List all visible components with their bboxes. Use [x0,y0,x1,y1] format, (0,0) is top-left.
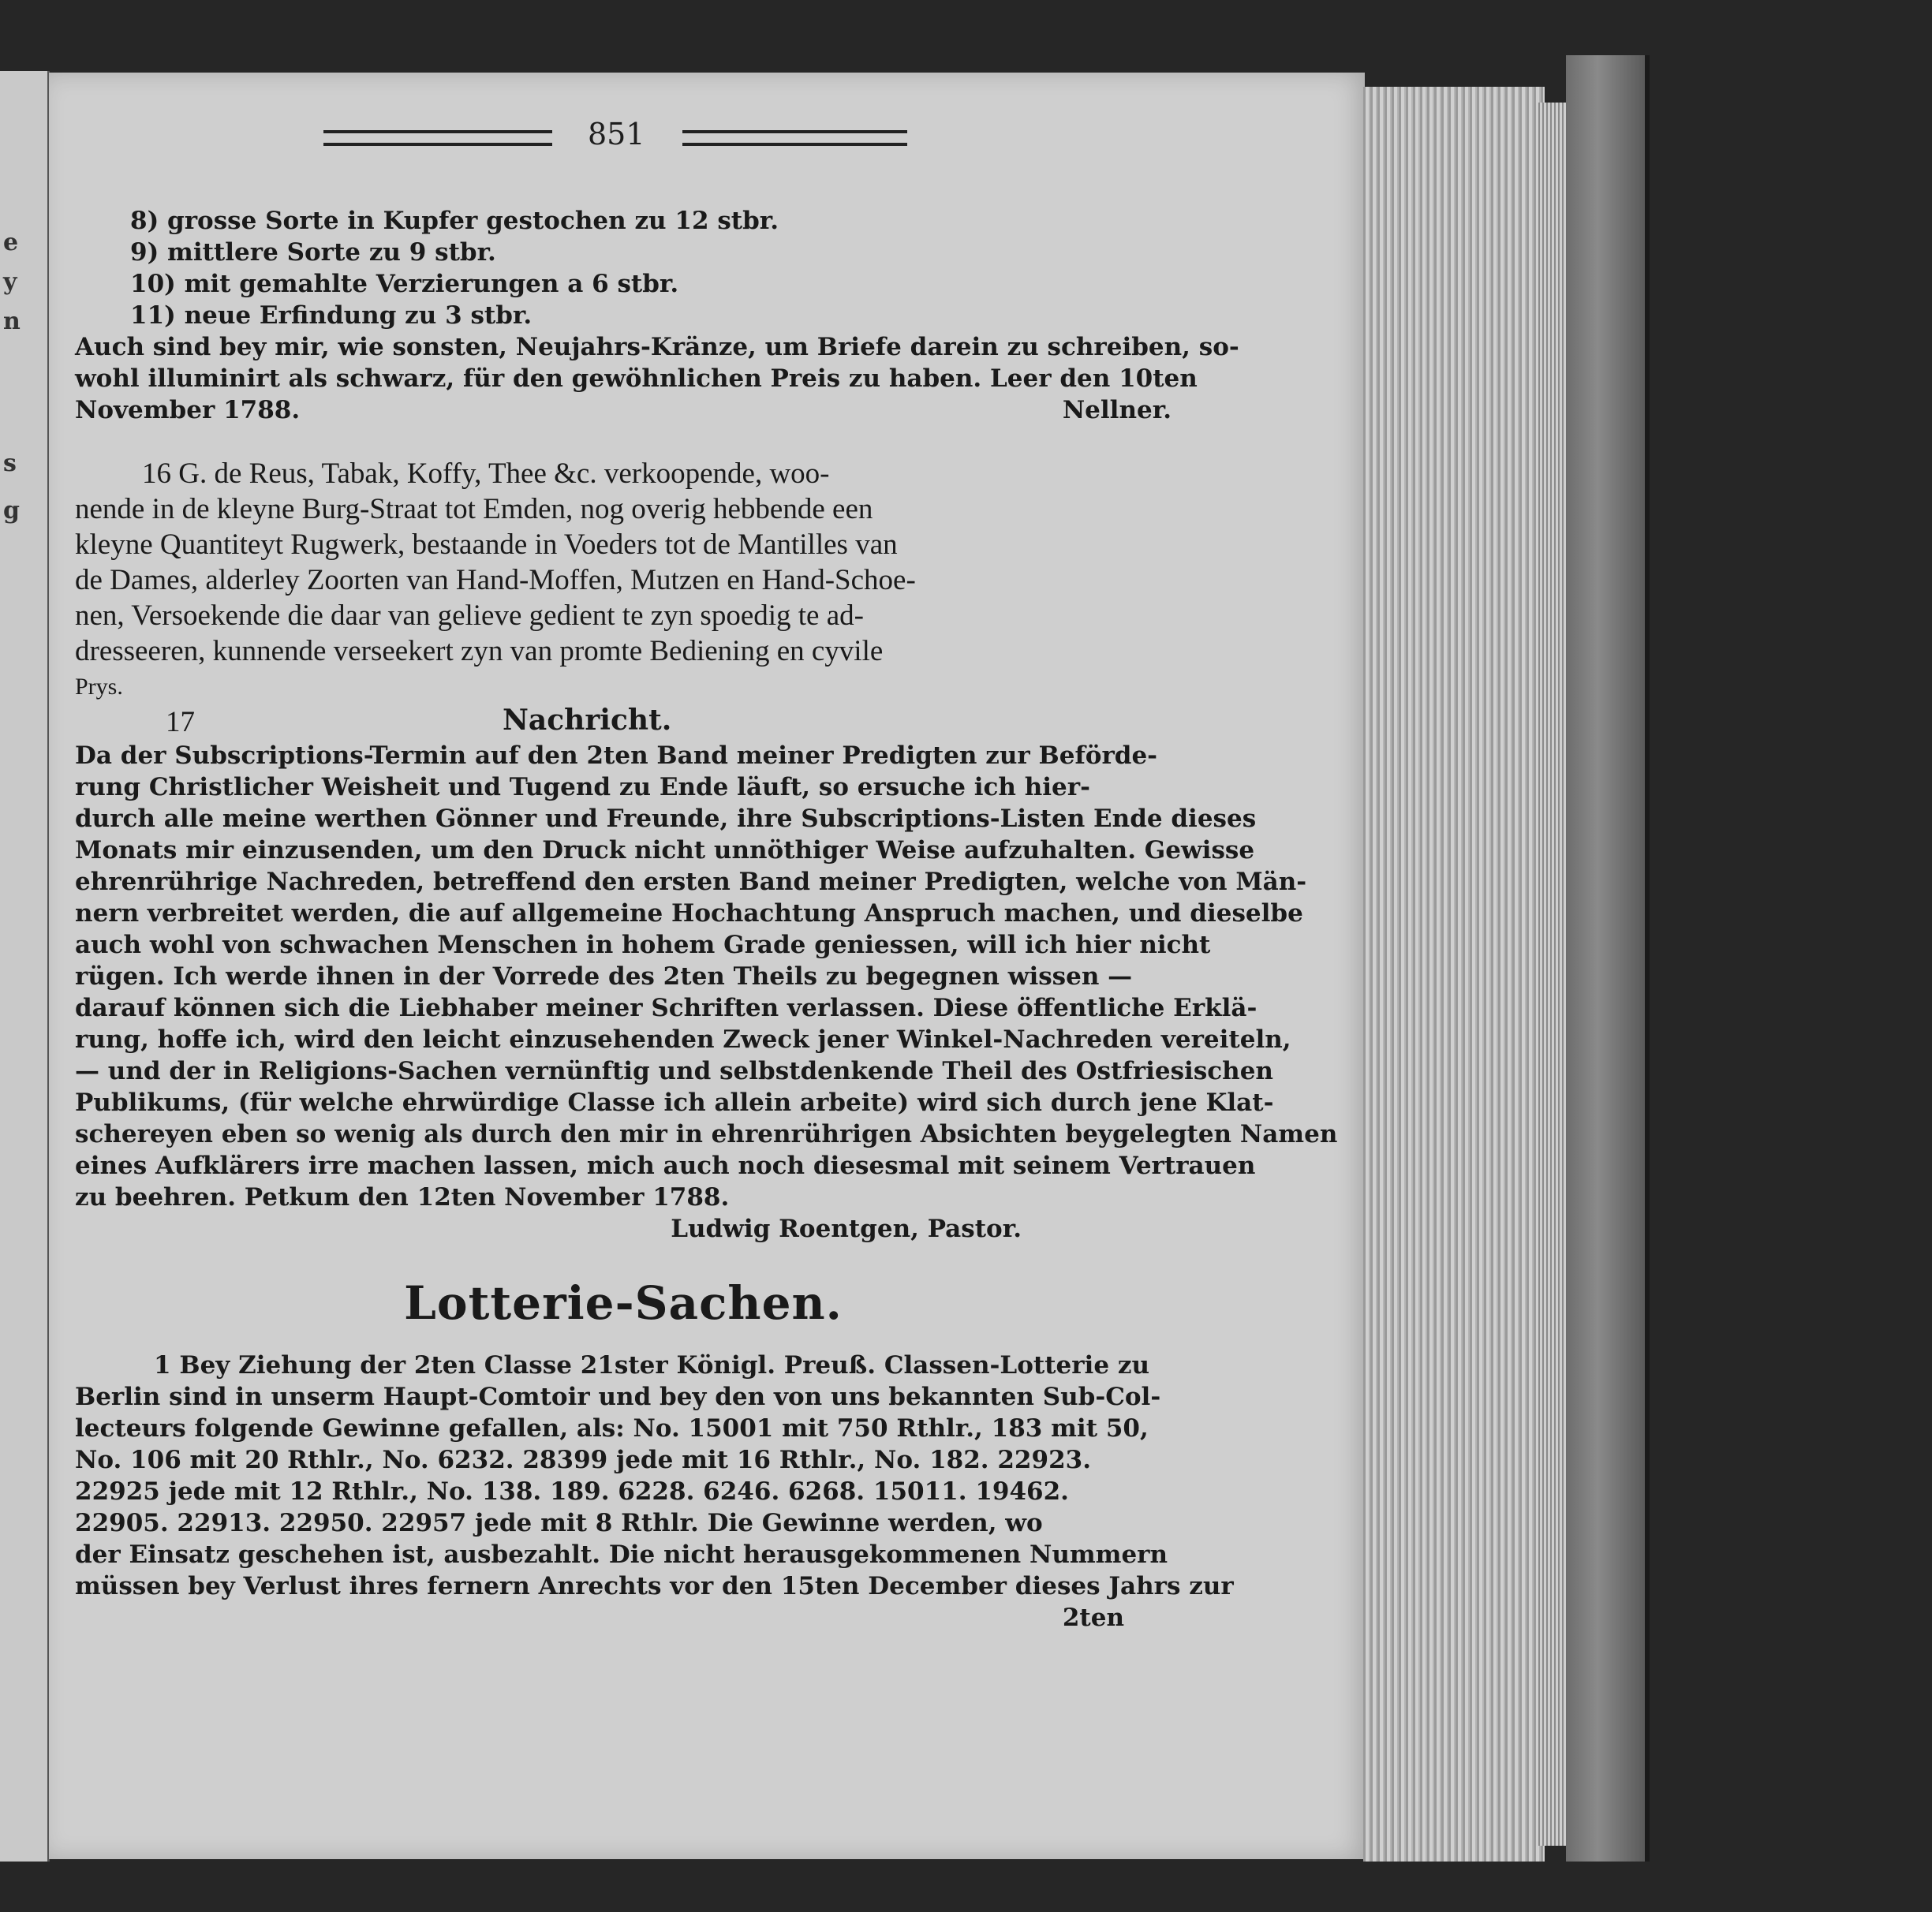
notice-line: darauf können sich die Liebhaber meiner Schriften verlassen. Diese öffentliche Erklä- [75,994,1257,1022]
notice-line: müssen bey Verlust ihres fernern Anrechts vor den 15ten December dieses Jahrs zur [75,1572,1234,1600]
book-cover-edge [1566,55,1650,1862]
page-number: 851 [588,117,645,151]
prev-page-fragment: s [3,450,17,477]
notice-line: rung, hoffe ich, wird den leicht einzusehenden Zweck jener Winkel-Nachreden vereiteln, [75,1025,1291,1054]
notice-line: schereyen eben so wenig als durch den mir in ehrenrührigen Absichten beygelegten Namen [75,1120,1338,1148]
previous-page-edge [0,71,50,1862]
notice-signature: Nellner. [1062,396,1172,424]
page-body [75,205,1338,1634]
notice-line: ehrenrührige Nachreden, betreffend den ersten Band meiner Predigten, welche von Män- [75,868,1307,896]
catchword: 2ten [1062,1604,1124,1632]
notice-line: 22925 jede mit 12 Rthlr., No. 138. 189. 6228. 6246. 6268. 15011. 19462. [75,1477,1069,1506]
notice-date: November 1788. [75,396,301,424]
notice-line: auch wohl von schwachen Menschen in hohem Grade geniessen, will ich hier nicht [75,931,1211,959]
notice-line: 1 Bey Ziehung der 2ten Classe 21ster Königl. Preuß. Classen-Lotterie zu [154,1351,1149,1380]
notice-line: — und der in Religions-Sachen vernünftig und selbstdenkende Theil des Ostfriesischen [75,1057,1273,1085]
price-list-item: 10) mit gemahlte Verzierungen a 6 stbr. [130,270,679,298]
header-rule-left [323,130,552,146]
notice-line: nen, Versoekende die daar van gelieve gedient te zyn spoedig te ad- [75,599,864,632]
price-list-item: 8) grosse Sorte in Kupfer gestochen zu 12 stbr. [130,207,779,235]
notice-line: zu beehren. Petkum den 12ten November 1788. [75,1183,730,1212]
notice-line: Publikums, (für welche ehrwürdige Classe ich allein arbeite) wird sich durch jene Klat- [75,1089,1274,1117]
page-block-edges-inner [1538,103,1566,1846]
notice-line: der Einsatz geschehen ist, ausbezahlt. Die nicht herausgekommenen Nummern [75,1540,1168,1569]
notice-line: kleyne Quantiteyt Rugwerk, bestaande in Voeders tot de Mantilles van [75,528,898,561]
nachricht-heading [75,704,1172,740]
notice-line: wohl illuminirt als schwarz, für den gewöhnlichen Preis zu haben. Leer den 10ten [75,364,1198,393]
price-list-item: 11) neue Erfindung zu 3 stbr. [130,301,533,330]
notice-line: 22905. 22913. 22950. 22957 jede mit 8 Rthlr. Die Gewinne werden, wo [75,1509,1043,1537]
notice-line: Berlin sind in unserm Haupt-Comtoir und bey den von uns bekannten Sub-Col- [75,1383,1161,1411]
notice-line: rung Christlicher Weisheit und Tugend zu Ende läuft, so ersuche ich hier- [75,773,1090,801]
notice-line: 16 G. de Reus, Tabak, Koffy, Thee &c. verkoopende, woo- [142,457,830,490]
notice-line: eines Aufklärers irre machen lassen, mich auch noch diesesmal mit seinem Vertrauen [75,1152,1256,1180]
nachricht-number: 17 [166,706,195,738]
notice-line: Auch sind bey mir, wie sonsten, Neujahrs-Kränze, um Briefe darein zu schreiben, so- [75,333,1239,361]
notice-line: nende in de kleyne Burg-Straat tot Emden, nog overig hebbende een [75,493,873,525]
notice-line: rügen. Ich werde ihnen in der Vorrede des 2ten Theils zu begegnen wissen — [75,962,1133,991]
section-heading-lotterie: Lotterie-Sachen. [404,1276,843,1330]
notice-line: Monats mir einzusenden, um den Druck nicht unnöthiger Weise aufzuhalten. Gewisse [75,836,1255,865]
price-list [75,205,1172,331]
notice-line: lecteurs folgende Gewinne gefallen, als: No. 15001 mit 750 Rthlr., 183 mit 50, [75,1414,1149,1443]
lotterie-notice [75,1350,1234,1634]
page-block-edges [1363,87,1545,1862]
prev-page-fragment: e [3,229,19,256]
notice-line: nern verbreitet werden, die auf allgemeine Hochachtung Anspruch machen, und dieselbe [75,899,1303,928]
notice-line: dresseeren, kunnende verseekert zyn van promte Bediening en cyvile [75,635,884,667]
prev-page-fragment: y [3,268,17,296]
header-rule-right [682,130,907,146]
nachricht-notice [75,704,1338,1245]
dutch-notice [75,456,1172,704]
notice-date-line [75,394,1172,426]
notice-line: Prys. [75,674,123,700]
nellner-notice [75,331,1239,426]
notice-line: durch alle meine werthen Gönner und Freunde, ihre Subscriptions-Listen Ende dieses [75,805,1257,833]
price-list-item: 9) mittlere Sorte zu 9 stbr. [130,238,496,267]
nachricht-signature: Ludwig Roentgen, Pastor. [671,1215,1022,1243]
notice-line: de Dames, alderley Zoorten van Hand-Moffen, Mutzen en Hand-Schoe- [75,564,916,596]
prev-page-fragment: n [3,308,21,335]
notice-line: Da der Subscriptions-Termin auf den 2ten Band meiner Predigten zur Beförde- [75,741,1158,770]
prev-page-fragment: g [3,497,20,525]
notice-line: No. 106 mit 20 Rthlr., No. 6232. 28399 jede mit 16 Rthlr., No. 182. 22923. [75,1446,1091,1474]
nachricht-title: Nachricht. [503,704,672,737]
